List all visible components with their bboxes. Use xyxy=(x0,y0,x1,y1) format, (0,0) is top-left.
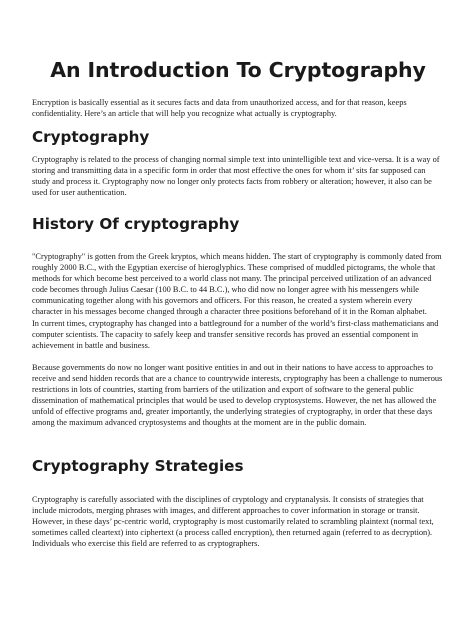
paragraph: In current times, cryptography has changed into a battleground for a number of the world’s first-class mathematicians and computer scientists. The capacity to safely keep and transfer sensitive records has proved an essential component in achievement in battle and business. xyxy=(32,318,439,350)
paragraph: Encryption is basically essential as it secures facts and data from unauthorized access, and for that reason, keeps confidentiality. Here’s an article that will help you recognize what actually is cryptography. xyxy=(32,98,407,119)
paragraph: Cryptography is related to the process of changing normal simple text into unintelligible text and vice-versa. It is a way of storing and transmitting data in a specific form in order that most effective the ones for whom it’ sits far supposed can study and process it. Cryptography now no longer only protects facts from robbery or alteration; however, it also can be used for user authentication. xyxy=(32,155,440,198)
section-heading-strategies: Cryptography Strategies xyxy=(32,457,244,475)
paragraph: Because governments do now no longer want positive entities in and out in their nations to have access to approaches to receive and send hidden records that are a chance to countrywide interests, cryptography has been a challenge to numerous restrictions in lots of countries, starting from barriers of the utilization and export of software to the general public dissemination of mathematical principles that would be used to develop cryptosystems. However, the net has allowed the unfold of effective programs and, greater importantly, the underlying strategies of cryptography, in order that these days among the maximum advanced cryptosystems and thoughts at the moment are in the public domain. xyxy=(32,362,443,428)
section-body-history xyxy=(32,251,444,428)
section-body-cryptography xyxy=(32,154,444,198)
intro-paragraph xyxy=(32,97,444,119)
paragraph: "Cryptography" is gotten from the Greek kryptos, which means hidden. The start of cryptography is commonly dated from roughly 2000 B.C., with the Egyptian exercise of hieroglyphics. These comprised of muddled pictograms, the whole that methods for which become best perceived to a world class not many. The principal perceived utilization of an advanced code becomes through Julius Caesar (100 B.C. to 44 B.C.), who did now no longer agree with his messengers while communicating together along with his governors and officers. For this reason, he created a system wherein every character in his messages become changed through a character three positions beforehand of it in the Roman alphabet. xyxy=(32,252,442,317)
section-heading-cryptography: Cryptography xyxy=(32,128,150,146)
section-heading-history: History Of cryptography xyxy=(32,215,240,233)
page-title: An Introduction To Cryptography xyxy=(50,58,426,82)
paragraph: Cryptography is carefully associated with the disciplines of cryptology and cryptanalysis. It consists of strategies that include microdots, merging phrases with images, and different approaches to cover information in storage or transit. However, in these days’ pc-centric world, cryptography is most customarily related to scrambling plaintext (normal text, sometimes called cleartext) into ciphertext (a process called encryption), then returned again (referred to as decryption). Individuals who exercise this field are referred to as cryptographers. xyxy=(32,495,434,549)
section-body-strategies xyxy=(32,494,444,549)
